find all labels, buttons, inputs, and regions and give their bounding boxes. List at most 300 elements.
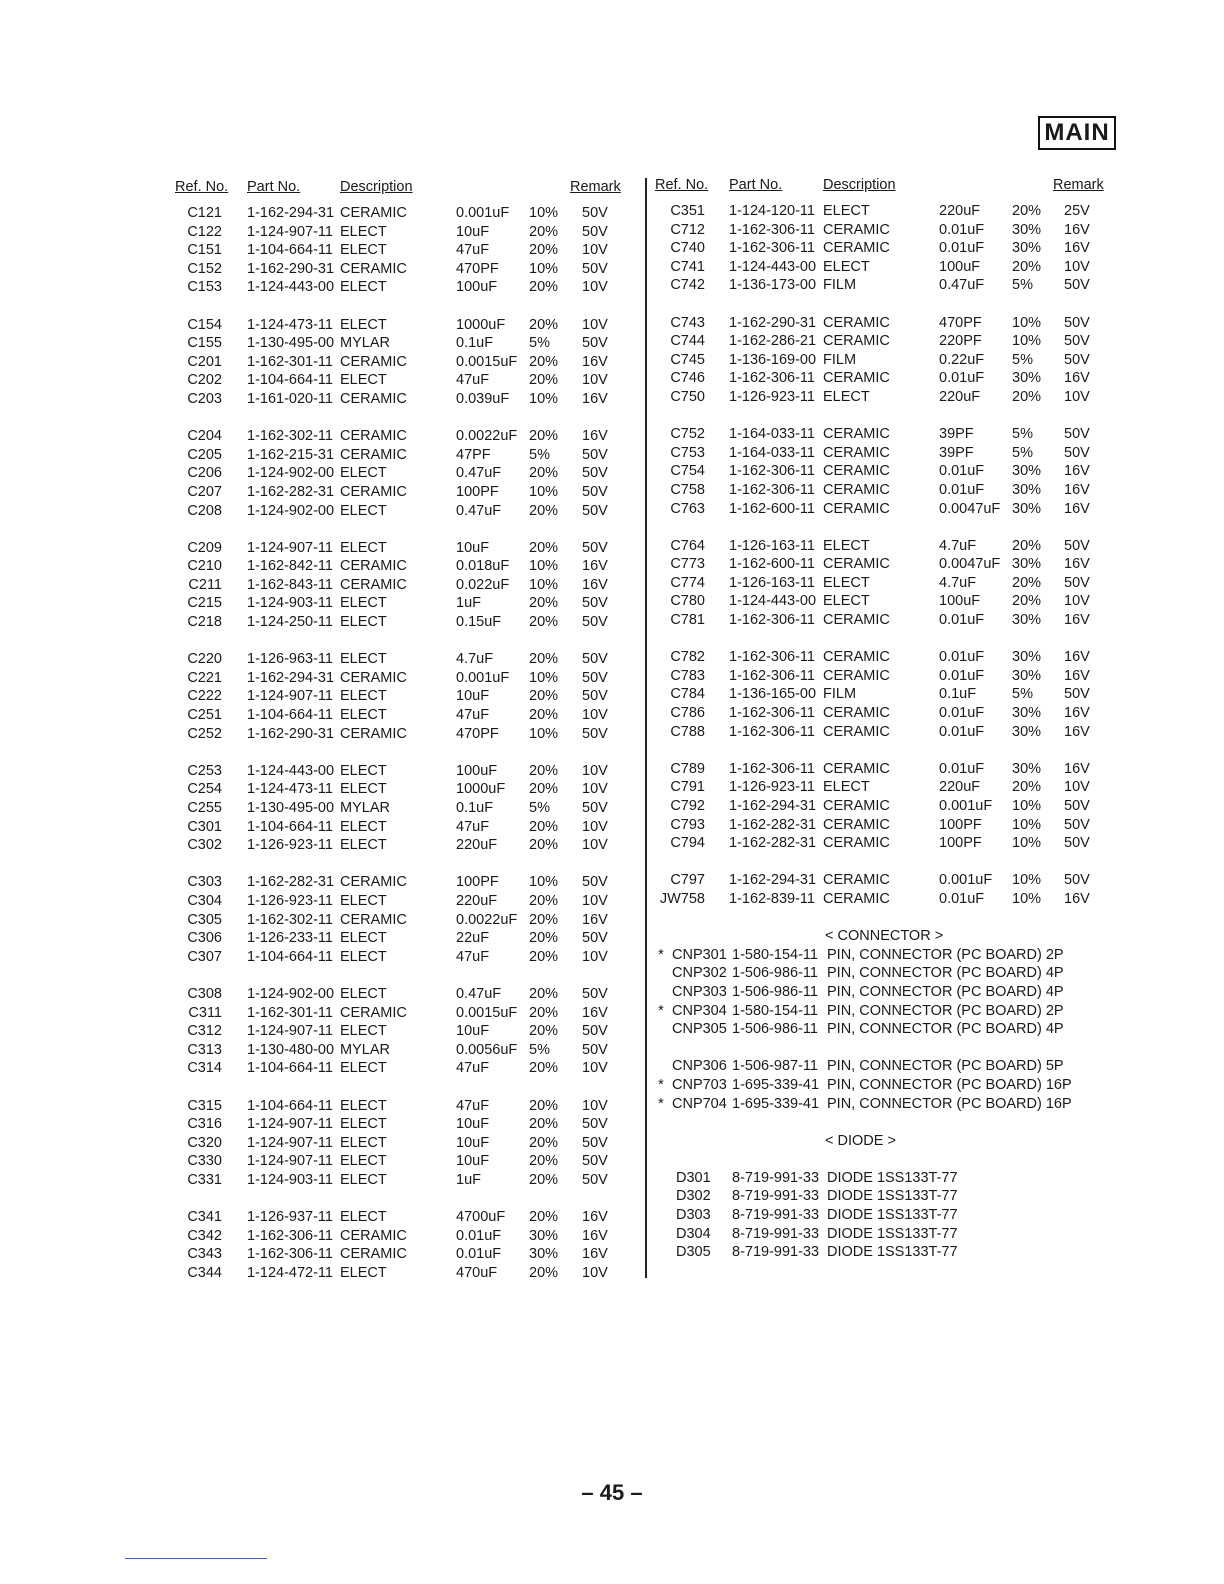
value: 10uF — [456, 688, 490, 705]
description: DIODE 1SS133T-77 — [827, 1207, 958, 1224]
description: CERAMIC — [823, 760, 890, 777]
voltage: 50V — [1064, 351, 1090, 368]
diode-parts-body — [648, 1169, 1108, 1262]
description: CERAMIC — [340, 1227, 407, 1244]
description: CERAMIC — [823, 890, 890, 907]
voltage: 16V — [582, 428, 608, 445]
part-no: 1-162-294-31 — [729, 798, 817, 814]
voltage: 10V — [582, 837, 608, 854]
voltage: 16V — [582, 353, 608, 370]
value: 0.01uF — [939, 705, 985, 722]
ref-no: C342 — [187, 1227, 222, 1244]
table-row — [160, 1264, 625, 1283]
connector-parts-body — [648, 946, 1108, 1113]
part-no: 1-162-302-11 — [247, 428, 333, 445]
description: CERAMIC — [340, 1246, 407, 1263]
part-no: 1-162-294-31 — [247, 205, 335, 221]
table-row — [160, 483, 625, 502]
value: 100uF — [456, 762, 498, 779]
tolerance: 20% — [529, 762, 559, 779]
table-row — [160, 446, 625, 465]
description: CERAMIC — [340, 483, 407, 500]
tolerance: 10% — [529, 576, 559, 593]
ref-no: C314 — [187, 1060, 222, 1077]
value: 0.01uF — [456, 1227, 502, 1244]
table-row — [160, 1245, 625, 1264]
description: ELECT — [340, 223, 387, 240]
part-no: 1-126-923-11 — [729, 779, 815, 796]
voltage: 16V — [1064, 481, 1090, 498]
part-no: 1-124-443-00 — [247, 279, 335, 296]
tolerance: 10% — [529, 558, 559, 575]
tolerance: 10% — [1012, 816, 1042, 833]
voltage: 16V — [582, 911, 608, 928]
part-no: 1-124-907-11 — [247, 688, 333, 705]
voltage: 10V — [582, 818, 608, 835]
ref-no: CNP305 — [672, 1021, 727, 1038]
ref-no: C746 — [670, 370, 705, 387]
description: ELECT — [340, 948, 387, 965]
ref-no: C780 — [670, 593, 705, 610]
description: ELECT — [340, 1097, 387, 1114]
table-row — [160, 1115, 625, 1134]
voltage: 50V — [1064, 835, 1090, 852]
tolerance: 10% — [529, 260, 559, 277]
tolerance: 20% — [529, 1209, 559, 1226]
description: ELECT — [340, 242, 387, 259]
ref-no: C793 — [670, 816, 705, 833]
ref-no: CNP704 — [672, 1095, 727, 1112]
ref-no: C205 — [187, 446, 222, 463]
part-no: 1-162-290-31 — [247, 260, 335, 277]
table-row — [648, 871, 1108, 890]
table-row — [648, 462, 1108, 481]
part-no: 1-162-306-11 — [729, 723, 815, 740]
value: 0.01uF — [939, 370, 985, 387]
voltage: 10V — [582, 892, 608, 909]
table-row — [160, 892, 625, 911]
tolerance: 20% — [529, 892, 559, 909]
part-no: 1-162-282-31 — [729, 835, 817, 852]
column-divider — [645, 178, 647, 1278]
tolerance: 20% — [529, 911, 559, 928]
ref-no: C331 — [187, 1171, 222, 1188]
tolerance: 5% — [529, 335, 550, 352]
header-ref-no: Ref. No. — [175, 179, 229, 195]
part-no: 8-719-991-33 — [732, 1188, 820, 1205]
tolerance: 10% — [529, 874, 559, 891]
description: ELECT — [340, 985, 387, 1002]
table-row — [160, 390, 625, 409]
description: ELECT — [823, 388, 870, 405]
part-no: 1-580-154-11 — [732, 1002, 818, 1019]
description: ELECT — [340, 707, 387, 724]
diode-section-title — [648, 1132, 1108, 1151]
value: 0.22uF — [939, 351, 985, 368]
part-no: 1-161-020-11 — [247, 390, 333, 407]
ref-no: C306 — [187, 930, 222, 947]
ref-no: C210 — [187, 558, 222, 575]
tolerance: 20% — [529, 242, 559, 259]
description: ELECT — [340, 1264, 387, 1281]
part-no: 8-719-991-33 — [732, 1207, 820, 1224]
ref-no: C203 — [187, 390, 222, 407]
header-part-no: Part No. — [729, 177, 783, 193]
part-no: 1-162-306-11 — [729, 221, 815, 238]
table-row — [160, 241, 625, 260]
ref-no: C784 — [670, 686, 705, 703]
description: CERAMIC — [340, 446, 407, 463]
table-row — [648, 1206, 1108, 1225]
table-row — [648, 1057, 1108, 1076]
table-row — [648, 444, 1108, 463]
table-row — [160, 687, 625, 706]
header-description: Description — [823, 177, 896, 193]
voltage: 10V — [582, 316, 608, 333]
header-remark: Remark — [570, 179, 621, 195]
ref-no: C254 — [187, 781, 222, 798]
voltage: 50V — [582, 1134, 608, 1151]
table-row — [160, 260, 625, 279]
description: ELECT — [823, 537, 870, 554]
part-no: 1-124-120-11 — [729, 203, 815, 219]
ref-no: C791 — [670, 779, 705, 796]
table-row — [648, 221, 1108, 240]
ref-no: D305 — [676, 1244, 711, 1261]
tolerance: 30% — [1012, 500, 1042, 517]
table-row — [648, 890, 1108, 909]
table-row — [160, 1097, 625, 1116]
description: PIN, CONNECTOR (PC BOARD) 2P — [827, 946, 1064, 963]
value: 0.01uF — [939, 221, 985, 238]
ref-no: C754 — [670, 463, 705, 480]
value: 47PF — [456, 446, 491, 463]
part-no: 1-124-903-11 — [247, 1171, 333, 1188]
description: ELECT — [340, 930, 387, 947]
voltage: 16V — [1064, 649, 1090, 666]
part-no: 1-162-294-31 — [729, 872, 817, 889]
table-row — [160, 1171, 625, 1190]
tolerance: 5% — [529, 800, 550, 816]
voltage: 50V — [582, 651, 608, 668]
voltage: 16V — [582, 390, 608, 407]
voltage: 10V — [1064, 779, 1090, 796]
description: MYLAR — [340, 800, 390, 816]
tolerance: 20% — [529, 502, 559, 519]
tolerance: 20% — [529, 930, 559, 947]
description: CERAMIC — [823, 463, 890, 480]
tolerance: 30% — [1012, 612, 1042, 629]
description: CERAMIC — [340, 390, 407, 407]
ref-no: C783 — [670, 667, 705, 684]
value: 0.001uF — [939, 872, 993, 889]
diode-title-text: < DIODE > — [825, 1132, 896, 1149]
voltage: 50V — [1064, 574, 1090, 591]
tolerance: 20% — [1012, 258, 1042, 275]
voltage: 50V — [582, 483, 608, 500]
description: CERAMIC — [340, 725, 407, 742]
value: 100PF — [456, 874, 499, 891]
value: 0.022uF — [456, 576, 510, 593]
description: CERAMIC — [823, 835, 890, 852]
ref-no: C313 — [187, 1041, 222, 1058]
part-no: 8-719-991-33 — [732, 1169, 820, 1186]
part-no: 1-104-664-11 — [247, 1097, 333, 1114]
ref-no: C305 — [187, 911, 222, 928]
value: 1000uF — [456, 316, 506, 333]
tolerance: 10% — [529, 483, 559, 500]
table-header — [648, 176, 1108, 198]
table-row — [160, 204, 625, 223]
part-no: 1-162-306-11 — [729, 612, 815, 629]
voltage: 50V — [1064, 537, 1090, 554]
part-no: 1-130-495-00 — [247, 800, 335, 816]
part-no: 1-124-250-11 — [247, 614, 333, 631]
value: 0.0022uF — [456, 428, 518, 445]
table-row — [648, 481, 1108, 500]
value: 100PF — [456, 483, 499, 500]
part-no: 1-506-987-11 — [732, 1058, 818, 1075]
part-no: 1-162-290-31 — [247, 725, 335, 742]
description: DIODE 1SS133T-77 — [827, 1244, 958, 1261]
ref-no: C781 — [670, 612, 705, 629]
tolerance: 20% — [529, 688, 559, 705]
voltage: 50V — [582, 725, 608, 742]
ref-no: CNP306 — [672, 1058, 727, 1075]
voltage: 50V — [582, 539, 608, 556]
part-no: 1-126-923-11 — [729, 388, 815, 405]
value: 0.01uF — [939, 481, 985, 498]
header-part-no: Part No. — [247, 179, 301, 195]
part-no: 1-580-154-11 — [732, 946, 818, 963]
table-row — [648, 276, 1108, 295]
ref-no: C316 — [187, 1116, 222, 1133]
description: ELECT — [340, 781, 387, 798]
value: 1uF — [456, 1171, 481, 1188]
table-row — [160, 1022, 625, 1041]
part-no: 1-136-165-00 — [729, 686, 817, 703]
value: 4.7uF — [939, 537, 977, 554]
new-part-mark: * — [658, 1095, 664, 1112]
ref-no: C301 — [187, 818, 222, 835]
part-no: 1-164-033-11 — [729, 444, 815, 461]
value: 0.01uF — [939, 723, 985, 740]
description: ELECT — [340, 762, 387, 779]
description: MYLAR — [340, 1041, 390, 1058]
ref-no: C315 — [187, 1097, 222, 1114]
description: PIN, CONNECTOR (PC BOARD) 4P — [827, 1021, 1064, 1038]
part-no: 1-126-233-11 — [247, 930, 333, 947]
ref-no: JW758 — [659, 890, 705, 907]
description: CERAMIC — [340, 576, 407, 593]
value: 0.001uF — [456, 669, 510, 686]
part-no: 1-506-986-11 — [732, 983, 818, 1000]
description: ELECT — [340, 1116, 387, 1133]
ref-no: D303 — [676, 1207, 711, 1224]
part-no: 1-124-902-00 — [247, 985, 335, 1002]
part-no: 1-162-286-21 — [729, 333, 817, 350]
tolerance: 20% — [529, 539, 559, 556]
ref-no: C763 — [670, 500, 705, 517]
description: ELECT — [340, 651, 387, 668]
description: CERAMIC — [823, 500, 890, 517]
ref-no: C155 — [187, 335, 222, 352]
value: 0.0015uF — [456, 1004, 518, 1021]
ref-no: CNP302 — [672, 965, 727, 982]
description: ELECT — [823, 203, 870, 219]
tolerance: 20% — [1012, 593, 1042, 610]
part-no: 1-124-907-11 — [247, 223, 333, 240]
ref-no: C792 — [670, 798, 705, 814]
tolerance: 20% — [1012, 779, 1042, 796]
table-row — [160, 1208, 625, 1227]
description: PIN, CONNECTOR (PC BOARD) 2P — [827, 1002, 1064, 1019]
voltage: 16V — [582, 1227, 608, 1244]
header-remark: Remark — [1053, 177, 1104, 193]
ref-no: D302 — [676, 1188, 711, 1205]
ref-no: C311 — [188, 1004, 222, 1021]
description: ELECT — [340, 316, 387, 333]
tolerance: 20% — [529, 595, 559, 612]
voltage: 16V — [1064, 760, 1090, 777]
part-no: 1-162-301-11 — [247, 353, 333, 370]
description: CERAMIC — [823, 426, 890, 443]
tolerance: 30% — [1012, 240, 1042, 257]
description: PIN, CONNECTOR (PC BOARD) 16P — [827, 1076, 1072, 1093]
table-row — [648, 369, 1108, 388]
description: ELECT — [340, 1060, 387, 1077]
ref-no: C154 — [187, 316, 222, 333]
description: CERAMIC — [823, 612, 890, 629]
ref-no: C343 — [187, 1246, 222, 1263]
left-parts-body — [160, 204, 625, 1282]
ref-no: C788 — [670, 723, 705, 740]
tolerance: 10% — [529, 669, 559, 686]
description: CERAMIC — [823, 705, 890, 722]
header-ref-no: Ref. No. — [655, 177, 709, 193]
part-no: 1-506-986-11 — [732, 1021, 818, 1038]
voltage: 50V — [1064, 816, 1090, 833]
ref-no: C207 — [187, 483, 222, 500]
table-row — [160, 911, 625, 930]
ref-no: C740 — [670, 240, 705, 257]
header-description: Description — [340, 179, 413, 195]
table-row — [160, 1227, 625, 1246]
table-row — [648, 648, 1108, 667]
voltage: 50V — [582, 800, 608, 816]
voltage: 10V — [582, 762, 608, 779]
voltage: 50V — [582, 985, 608, 1002]
voltage: 50V — [1064, 798, 1090, 814]
table-row — [648, 983, 1108, 1002]
description: CERAMIC — [340, 874, 407, 891]
tolerance: 30% — [1012, 556, 1042, 573]
ref-no: C745 — [670, 351, 705, 368]
part-no: 1-162-282-31 — [729, 816, 817, 833]
part-no: 1-162-306-11 — [729, 240, 815, 257]
tolerance: 20% — [529, 818, 559, 835]
part-no: 1-162-302-11 — [247, 911, 333, 928]
voltage: 50V — [582, 446, 608, 463]
part-no: 1-162-600-11 — [729, 556, 815, 573]
ref-no: C251 — [187, 707, 222, 724]
tolerance: 20% — [529, 837, 559, 854]
value: 0.1uF — [456, 335, 494, 352]
ref-no: C211 — [188, 576, 222, 593]
voltage: 50V — [582, 614, 608, 631]
part-no: 1-162-294-31 — [247, 669, 335, 686]
tolerance: 5% — [529, 446, 550, 463]
part-no: 1-162-282-31 — [247, 483, 335, 500]
table-row — [648, 500, 1108, 519]
value: 470PF — [456, 725, 499, 742]
table-row — [160, 1004, 625, 1023]
description: ELECT — [340, 372, 387, 389]
tolerance: 20% — [529, 1004, 559, 1021]
value: 220uF — [456, 892, 498, 909]
part-no: 1-126-937-11 — [247, 1209, 333, 1226]
value: 470PF — [456, 260, 499, 277]
part-no: 1-162-839-11 — [729, 890, 815, 907]
tolerance: 20% — [529, 1171, 559, 1188]
ref-no: C753 — [670, 444, 705, 461]
table-row — [160, 1134, 625, 1153]
table-row — [160, 371, 625, 390]
value: 47uF — [456, 1060, 490, 1077]
tolerance: 30% — [529, 1246, 559, 1263]
value: 10uF — [456, 1134, 490, 1151]
table-row — [648, 555, 1108, 574]
table-row — [648, 778, 1108, 797]
value: 0.47uF — [456, 985, 502, 1002]
tolerance: 20% — [529, 279, 559, 296]
part-no: 1-126-923-11 — [247, 837, 333, 854]
part-no: 1-162-600-11 — [729, 500, 815, 517]
connector-section-title — [648, 927, 1108, 946]
value: 0.01uF — [939, 612, 985, 629]
description: ELECT — [340, 465, 387, 482]
ref-no: C220 — [187, 651, 222, 668]
table-row — [160, 1041, 625, 1060]
part-no: 1-124-907-11 — [247, 539, 333, 556]
value: 0.01uF — [939, 649, 985, 666]
table-row — [160, 836, 625, 855]
tolerance: 10% — [1012, 890, 1042, 907]
table-row — [160, 706, 625, 725]
ref-no: C202 — [187, 372, 222, 389]
value: 0.1uF — [456, 800, 494, 816]
tolerance: 10% — [529, 205, 559, 221]
description: PIN, CONNECTOR (PC BOARD) 5P — [827, 1058, 1064, 1075]
tolerance: 20% — [529, 1097, 559, 1114]
description: CERAMIC — [823, 314, 890, 331]
voltage: 16V — [582, 1004, 608, 1021]
voltage: 25V — [1064, 203, 1090, 219]
description: CERAMIC — [823, 667, 890, 684]
ref-no: C218 — [187, 614, 222, 631]
value: 220uF — [939, 779, 981, 796]
description: CERAMIC — [823, 723, 890, 740]
table-row — [648, 760, 1108, 779]
description: CERAMIC — [823, 872, 890, 889]
part-no: 1-162-843-11 — [247, 576, 333, 593]
tolerance: 20% — [529, 1153, 559, 1170]
table-row — [648, 574, 1108, 593]
tolerance: 20% — [529, 1264, 559, 1281]
table-row — [160, 780, 625, 799]
description: ELECT — [340, 1209, 387, 1226]
voltage: 16V — [1064, 500, 1090, 517]
